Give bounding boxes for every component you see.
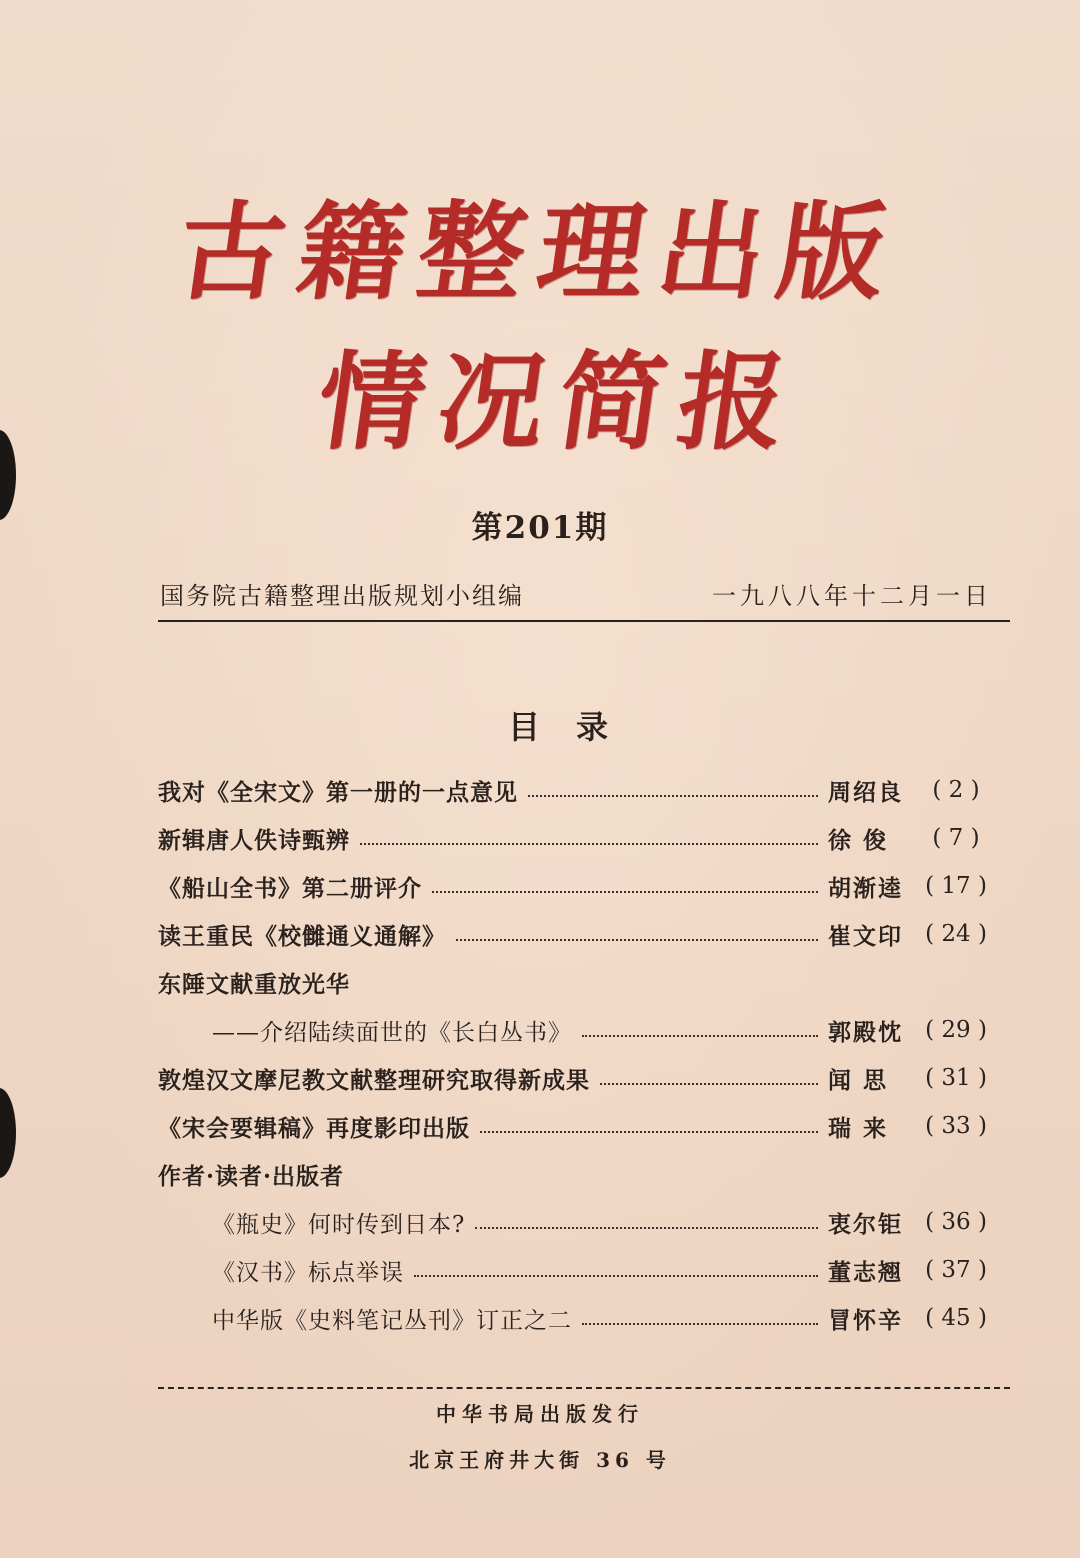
header-rule — [158, 620, 1010, 622]
leader-dots — [456, 939, 818, 941]
toc-entry-author: 冒怀辛 — [828, 1306, 903, 1334]
toc-entry[interactable] — [158, 814, 1000, 862]
toc-entry-title: 《汉书》标点举误 — [212, 1259, 404, 1286]
toc-entry-author: 胡渐逵 — [828, 874, 903, 902]
toc-entry-page: ( 7 ) — [932, 825, 980, 851]
toc-entry-title: 我对《全宋文》第一册的一点意见 — [158, 778, 518, 806]
publisher-address: 北京王府井大街 36 号 — [409, 1448, 671, 1472]
toc-entry-author: 崔文印 — [828, 922, 903, 950]
toc-entry[interactable] — [158, 1102, 1000, 1150]
toc-entry[interactable] — [158, 1246, 1000, 1294]
leader-dots — [432, 891, 818, 893]
toc-entry-page: ( 29 ) — [925, 1017, 987, 1043]
editor-credit: 国务院古籍整理出版规划小组编 — [160, 582, 524, 610]
issue-number: 第201期 — [471, 510, 609, 546]
toc-entry-page: ( 45 ) — [925, 1305, 987, 1331]
table-of-contents — [158, 766, 1000, 1342]
toc-entry[interactable] — [158, 910, 1000, 958]
toc-entry[interactable] — [158, 1294, 1000, 1342]
toc-entry-page: ( 24 ) — [925, 921, 987, 947]
toc-entry-page: ( 31 ) — [925, 1065, 987, 1091]
toc-entry[interactable] — [158, 1198, 1000, 1246]
toc-entry-page: ( 37 ) — [925, 1257, 987, 1283]
toc-entry-title: 读王重民《校雠通义通解》 — [158, 922, 446, 950]
toc-entry-author: 闻 思 — [828, 1066, 889, 1094]
toc-entry-title: 敦煌汉文摩尼教文献整理研究取得新成果 — [158, 1066, 590, 1094]
toc-heading: 目录 — [507, 708, 644, 746]
toc-section-heading — [158, 1150, 1000, 1198]
toc-entry-author: 董志翘 — [828, 1258, 903, 1286]
masthead-line-2: 情况简报 — [310, 339, 808, 464]
toc-entry[interactable] — [158, 862, 1000, 910]
publisher-credit: 中华书局出版发行 — [436, 1402, 644, 1426]
toc-entry-author: 周绍良 — [828, 778, 903, 806]
toc-entry[interactable] — [158, 1054, 1000, 1102]
toc-entry[interactable] — [158, 766, 1000, 814]
footer-rule — [158, 1387, 1010, 1389]
leader-dots — [414, 1275, 818, 1277]
toc-section-heading — [158, 958, 1000, 1006]
toc-section-title: 东陲文献重放光华 — [158, 970, 350, 998]
leader-dots — [475, 1227, 818, 1229]
toc-entry-page: ( 17 ) — [925, 873, 987, 899]
toc-entry-title: 《瓶史》何时传到日本? — [212, 1211, 466, 1238]
toc-entry[interactable] — [158, 1006, 1000, 1054]
leader-dots — [600, 1083, 818, 1085]
binding-hole-bottom — [0, 1088, 16, 1178]
toc-entry-title: ——介绍陆续面世的《长白丛书》 — [212, 1019, 572, 1046]
toc-entry-page: ( 33 ) — [925, 1113, 987, 1139]
leader-dots — [360, 843, 818, 845]
toc-entry-author: 衷尔钜 — [828, 1210, 903, 1238]
toc-entry-author: 郭殿忱 — [828, 1018, 903, 1046]
toc-entry-page: ( 36 ) — [925, 1209, 987, 1235]
toc-entry-title: 新辑唐人佚诗甄辨 — [158, 826, 350, 854]
toc-entry-author: 瑞 来 — [828, 1114, 889, 1142]
toc-section-title: 作者·读者·出版者 — [158, 1162, 345, 1190]
publication-date: 一九八八年十二月一日 — [712, 582, 992, 610]
toc-entry-page: ( 2 ) — [932, 777, 980, 803]
toc-entry-title: 中华版《史料笔记丛刊》订正之二 — [212, 1307, 572, 1334]
leader-dots — [480, 1131, 818, 1133]
leader-dots — [528, 795, 818, 797]
toc-entry-title: 《宋会要辑稿》再度影印出版 — [158, 1114, 470, 1142]
leader-dots — [582, 1323, 818, 1325]
toc-entry-title: 《船山全书》第二册评介 — [158, 874, 422, 902]
toc-entry-author: 徐 俊 — [828, 826, 889, 854]
masthead-line-1: 古籍整理出版 — [170, 189, 908, 314]
leader-dots — [582, 1035, 818, 1037]
